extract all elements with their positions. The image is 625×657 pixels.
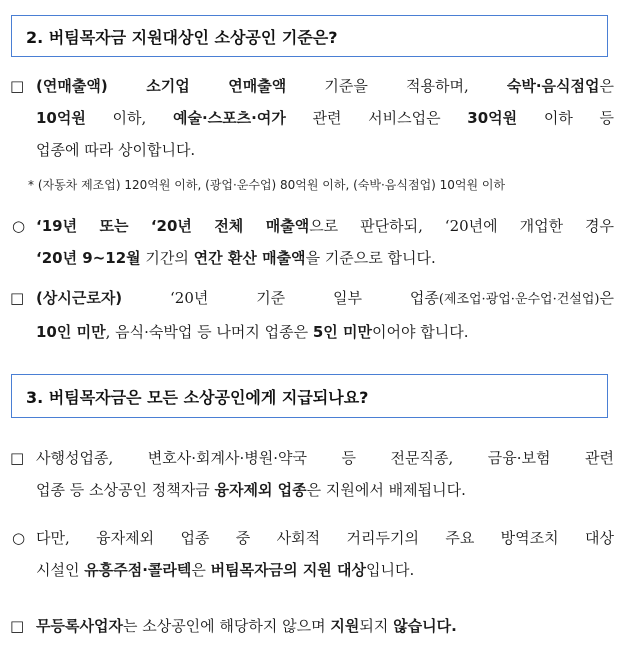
text: 은 xyxy=(191,561,211,579)
section3-item-excluded xyxy=(10,442,614,506)
text: 은 지원에서 배제됩니다. xyxy=(306,481,466,499)
text-bold: 5인 미만 xyxy=(312,323,372,341)
section3-heading xyxy=(11,374,608,418)
text-bold: 예술·스포츠·여가 xyxy=(172,109,286,127)
text: 을 기준으로 합니다. xyxy=(305,249,436,267)
text: , 음식·숙박업 등 나머지 업종은 xyxy=(105,323,313,341)
section3-item-exception xyxy=(10,522,614,586)
text-bold: ‘20년 9~12월 xyxy=(36,249,141,267)
text: 이하 등 xyxy=(517,109,614,127)
section2-title: 2. 버팀목자금 지원대상인 소상공인 기준은? xyxy=(26,27,338,47)
circle-bullet-icon: ○ xyxy=(12,217,26,235)
text-bold: 10인 미만 xyxy=(36,323,106,341)
text: 입니다. xyxy=(366,561,415,579)
text: 은 xyxy=(599,289,614,307)
circle-bullet-icon: ○ xyxy=(12,529,26,547)
text-bold: 지원 xyxy=(330,617,360,635)
text: 는 소상공인에 해당하지 않으며 xyxy=(122,617,331,635)
text-bold: 않습니다. xyxy=(393,617,457,635)
text-bold: 버팀목자금의 지원 대상 xyxy=(210,561,367,579)
square-bullet-icon: □ xyxy=(10,77,25,95)
section3-title: 3. 버팀목자금은 모든 소상공인에게 지급되나요? xyxy=(26,387,369,407)
text-bold: 숙박·음식점업 xyxy=(506,77,600,95)
text: ‘20년 기준 일부 업종 xyxy=(122,289,439,307)
text: 이어야 합니다. xyxy=(371,323,469,341)
text: 이하, xyxy=(85,109,173,127)
square-bullet-icon: □ xyxy=(10,617,25,635)
square-bullet-icon: □ xyxy=(10,449,25,467)
text: 사행성업종, 변호사·회계사·병원·약국 등 전문직종, 금융·보험 관련 xyxy=(36,449,614,467)
text-bold: 무등록사업자 xyxy=(36,617,123,635)
text-bold: (연매출액) 소기업 연매출액 xyxy=(36,77,287,95)
text-bold: 융자제외 업종 xyxy=(214,481,307,499)
section2-item-employees xyxy=(10,282,614,348)
section3-item-unregistered xyxy=(10,610,614,642)
text: 시설인 xyxy=(36,561,85,579)
text-bold: (상시근로자) xyxy=(36,289,123,307)
text: 다만, 융자제외 업종 중 사회적 거리두기의 주요 방역조치 대상 xyxy=(36,529,614,547)
section2-item-period xyxy=(10,210,614,274)
text-bold: 30억원 xyxy=(467,109,518,127)
section2-heading xyxy=(11,15,608,57)
footnote: * (자동차 제조업) 120억원 이하, (광업·운수업) 80억원 이하, (숙박·음식점업) 10억원 이하 xyxy=(28,178,506,192)
text: 기간의 xyxy=(140,249,194,267)
text: 관련 서비스업은 xyxy=(285,109,468,127)
text: 업종 등 소상공인 정책자금 xyxy=(36,481,215,499)
text: 은 xyxy=(599,77,614,95)
text-bold: 유흥주점·콜라텍 xyxy=(84,561,192,579)
text-bold: 10억원 xyxy=(36,109,86,127)
text-small: (제조업·광업·운수업·건설업) xyxy=(438,292,600,307)
text: 업종에 따라 상이합니다. xyxy=(36,141,196,159)
section2-item-revenue xyxy=(10,70,614,166)
text-bold: 연간 환산 매출액 xyxy=(193,249,306,267)
square-bullet-icon: □ xyxy=(10,289,25,307)
text: 으로 판단하되, ‘20년에 개업한 경우 xyxy=(309,217,614,235)
text: 되지 xyxy=(359,617,394,635)
text-bold: ‘19년 또는 ‘20년 전체 매출액 xyxy=(36,217,310,235)
text: 기준을 적용하며, xyxy=(286,77,507,95)
